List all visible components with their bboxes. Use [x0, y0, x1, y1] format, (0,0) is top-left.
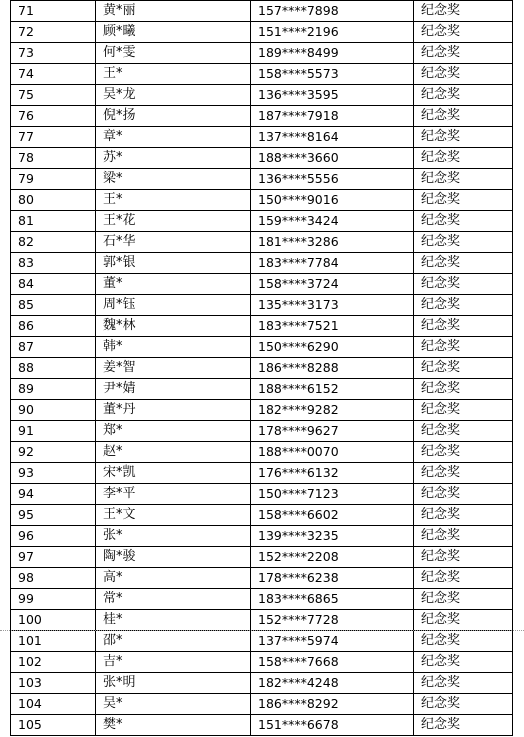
phone-number-cell: 183****7784: [251, 253, 414, 274]
phone-number-cell: 158****7668: [251, 652, 414, 673]
table-row: [11, 463, 513, 484]
prize-cell: 纪念奖: [414, 64, 513, 85]
phone-number-cell: 152****2208: [251, 547, 414, 568]
phone-number-cell: 187****7918: [251, 106, 414, 127]
prize-cell: 纪念奖: [414, 316, 513, 337]
prize-cell: 纪念奖: [414, 526, 513, 547]
winner-name-cell: 王*花: [96, 211, 251, 232]
winner-name-cell: 常*: [96, 589, 251, 610]
table-row: [11, 43, 513, 64]
phone-number-cell: 182****9282: [251, 400, 414, 421]
table-row: [11, 379, 513, 400]
prize-cell: 纪念奖: [414, 652, 513, 673]
row-number-cell: 103: [11, 673, 96, 694]
winner-name-cell: 宋*凯: [96, 463, 251, 484]
row-number-cell: 76: [11, 106, 96, 127]
phone-number-cell: 159****3424: [251, 211, 414, 232]
winner-name-cell: 梁*: [96, 169, 251, 190]
prize-cell: 纪念奖: [414, 463, 513, 484]
phone-number-cell: 157****7898: [251, 1, 414, 22]
prize-cell: 纪念奖: [414, 43, 513, 64]
phone-number-cell: 186****8292: [251, 694, 414, 715]
table-row: [11, 64, 513, 85]
winner-name-cell: 章*: [96, 127, 251, 148]
phone-number-cell: 135****3173: [251, 295, 414, 316]
winner-name-cell: 王*: [96, 190, 251, 211]
table-row: [11, 484, 513, 505]
prize-cell: 纪念奖: [414, 190, 513, 211]
phone-number-cell: 158****3724: [251, 274, 414, 295]
table-row: [11, 505, 513, 526]
prize-cell: 纪念奖: [414, 127, 513, 148]
winner-name-cell: 黄*丽: [96, 1, 251, 22]
prize-cell: 纪念奖: [414, 85, 513, 106]
table-row: [11, 715, 513, 736]
prize-cell: 纪念奖: [414, 106, 513, 127]
winner-name-cell: 赵*: [96, 442, 251, 463]
phone-number-cell: 188****3660: [251, 148, 414, 169]
winner-name-cell: 周*钰: [96, 295, 251, 316]
row-number-cell: 87: [11, 337, 96, 358]
winner-name-cell: 吴*: [96, 694, 251, 715]
winner-name-cell: 姜*智: [96, 358, 251, 379]
row-number-cell: 82: [11, 232, 96, 253]
table-row: [11, 337, 513, 358]
winner-name-cell: 郑*: [96, 421, 251, 442]
table-row: [11, 106, 513, 127]
row-number-cell: 97: [11, 547, 96, 568]
table-row: [11, 568, 513, 589]
table-row: [11, 85, 513, 106]
winner-name-cell: 吉*: [96, 652, 251, 673]
winner-list-body: [11, 1, 513, 736]
table-row: [11, 400, 513, 421]
prize-cell: 纪念奖: [414, 337, 513, 358]
winner-name-cell: 李*平: [96, 484, 251, 505]
winner-name-cell: 樊*: [96, 715, 251, 736]
winner-name-cell: 张*: [96, 526, 251, 547]
prize-cell: 纪念奖: [414, 568, 513, 589]
winner-name-cell: 韩*: [96, 337, 251, 358]
phone-number-cell: 188****6152: [251, 379, 414, 400]
phone-number-cell: 151****2196: [251, 22, 414, 43]
row-number-cell: 100: [11, 610, 96, 631]
winner-list-table: [10, 0, 513, 736]
winner-name-cell: 董*丹: [96, 400, 251, 421]
winner-name-cell: 石*华: [96, 232, 251, 253]
prize-cell: 纪念奖: [414, 505, 513, 526]
phone-number-cell: 139****3235: [251, 526, 414, 547]
table-row: [11, 190, 513, 211]
phone-number-cell: 183****6865: [251, 589, 414, 610]
prize-cell: 纪念奖: [414, 358, 513, 379]
prize-cell: 纪念奖: [414, 484, 513, 505]
row-number-cell: 86: [11, 316, 96, 337]
prize-cell: 纪念奖: [414, 589, 513, 610]
row-number-cell: 92: [11, 442, 96, 463]
prize-cell: 纪念奖: [414, 232, 513, 253]
row-number-cell: 75: [11, 85, 96, 106]
phone-number-cell: 178****6238: [251, 568, 414, 589]
winner-name-cell: 倪*扬: [96, 106, 251, 127]
winner-name-cell: 陶*骏: [96, 547, 251, 568]
winner-name-cell: 桂*: [96, 610, 251, 631]
table-row: [11, 316, 513, 337]
row-number-cell: 73: [11, 43, 96, 64]
table-row: [11, 652, 513, 673]
table-row: [11, 610, 513, 631]
phone-number-cell: 158****6602: [251, 505, 414, 526]
table-row: [11, 631, 513, 652]
winner-name-cell: 董*: [96, 274, 251, 295]
phone-number-cell: 152****7728: [251, 610, 414, 631]
table-row: [11, 1, 513, 22]
row-number-cell: 99: [11, 589, 96, 610]
phone-number-cell: 183****7521: [251, 316, 414, 337]
table-row: [11, 211, 513, 232]
table-row: [11, 421, 513, 442]
table-row: [11, 526, 513, 547]
row-number-cell: 80: [11, 190, 96, 211]
row-number-cell: 91: [11, 421, 96, 442]
phone-number-cell: 176****6132: [251, 463, 414, 484]
winner-name-cell: 邵*: [96, 631, 251, 652]
phone-number-cell: 189****8499: [251, 43, 414, 64]
winner-name-cell: 尹*婧: [96, 379, 251, 400]
prize-cell: 纪念奖: [414, 253, 513, 274]
prize-cell: 纪念奖: [414, 610, 513, 631]
winner-name-cell: 王*文: [96, 505, 251, 526]
prize-cell: 纪念奖: [414, 22, 513, 43]
table-row: [11, 253, 513, 274]
row-number-cell: 84: [11, 274, 96, 295]
phone-number-cell: 136****3595: [251, 85, 414, 106]
phone-number-cell: 137****8164: [251, 127, 414, 148]
row-number-cell: 98: [11, 568, 96, 589]
winner-name-cell: 张*明: [96, 673, 251, 694]
row-number-cell: 83: [11, 253, 96, 274]
prize-cell: 纪念奖: [414, 421, 513, 442]
prize-cell: 纪念奖: [414, 715, 513, 736]
table-row: [11, 442, 513, 463]
phone-number-cell: 178****9627: [251, 421, 414, 442]
table-row: [11, 295, 513, 316]
row-number-cell: 72: [11, 22, 96, 43]
prize-cell: 纪念奖: [414, 400, 513, 421]
winner-name-cell: 郭*银: [96, 253, 251, 274]
prize-cell: 纪念奖: [414, 1, 513, 22]
row-number-cell: 94: [11, 484, 96, 505]
row-number-cell: 105: [11, 715, 96, 736]
table-row: [11, 589, 513, 610]
row-number-cell: 104: [11, 694, 96, 715]
prize-cell: 纪念奖: [414, 295, 513, 316]
table-row: [11, 673, 513, 694]
winner-name-cell: 魏*林: [96, 316, 251, 337]
row-number-cell: 78: [11, 148, 96, 169]
winner-name-cell: 吴*龙: [96, 85, 251, 106]
row-number-cell: 77: [11, 127, 96, 148]
winner-name-cell: 苏*: [96, 148, 251, 169]
phone-number-cell: 182****4248: [251, 673, 414, 694]
row-number-cell: 93: [11, 463, 96, 484]
winner-name-cell: 高*: [96, 568, 251, 589]
row-number-cell: 89: [11, 379, 96, 400]
prize-cell: 纪念奖: [414, 148, 513, 169]
prize-cell: 纪念奖: [414, 442, 513, 463]
prize-cell: 纪念奖: [414, 673, 513, 694]
table-row: [11, 358, 513, 379]
table-row: [11, 127, 513, 148]
row-number-cell: 74: [11, 64, 96, 85]
phone-number-cell: 136****5556: [251, 169, 414, 190]
phone-number-cell: 151****6678: [251, 715, 414, 736]
winner-name-cell: 顾*曦: [96, 22, 251, 43]
table-row: [11, 22, 513, 43]
row-number-cell: 81: [11, 211, 96, 232]
table-row: [11, 169, 513, 190]
prize-cell: 纪念奖: [414, 379, 513, 400]
row-number-cell: 71: [11, 1, 96, 22]
row-number-cell: 101: [11, 631, 96, 652]
row-number-cell: 79: [11, 169, 96, 190]
prize-cell: 纪念奖: [414, 211, 513, 232]
table-row: [11, 694, 513, 715]
phone-number-cell: 137****5974: [251, 631, 414, 652]
phone-number-cell: 188****0070: [251, 442, 414, 463]
phone-number-cell: 181****3286: [251, 232, 414, 253]
row-number-cell: 102: [11, 652, 96, 673]
table-row: [11, 547, 513, 568]
row-number-cell: 95: [11, 505, 96, 526]
phone-number-cell: 150****7123: [251, 484, 414, 505]
page-break-divider: [0, 630, 524, 631]
phone-number-cell: 186****8288: [251, 358, 414, 379]
prize-cell: 纪念奖: [414, 169, 513, 190]
winner-name-cell: 王*: [96, 64, 251, 85]
table-row: [11, 274, 513, 295]
table-row: [11, 148, 513, 169]
prize-cell: 纪念奖: [414, 274, 513, 295]
row-number-cell: 90: [11, 400, 96, 421]
prize-cell: 纪念奖: [414, 547, 513, 568]
phone-number-cell: 150****9016: [251, 190, 414, 211]
row-number-cell: 88: [11, 358, 96, 379]
row-number-cell: 85: [11, 295, 96, 316]
prize-cell: 纪念奖: [414, 694, 513, 715]
row-number-cell: 96: [11, 526, 96, 547]
winner-name-cell: 何*雯: [96, 43, 251, 64]
prize-cell: 纪念奖: [414, 631, 513, 652]
phone-number-cell: 150****6290: [251, 337, 414, 358]
phone-number-cell: 158****5573: [251, 64, 414, 85]
table-row: [11, 232, 513, 253]
